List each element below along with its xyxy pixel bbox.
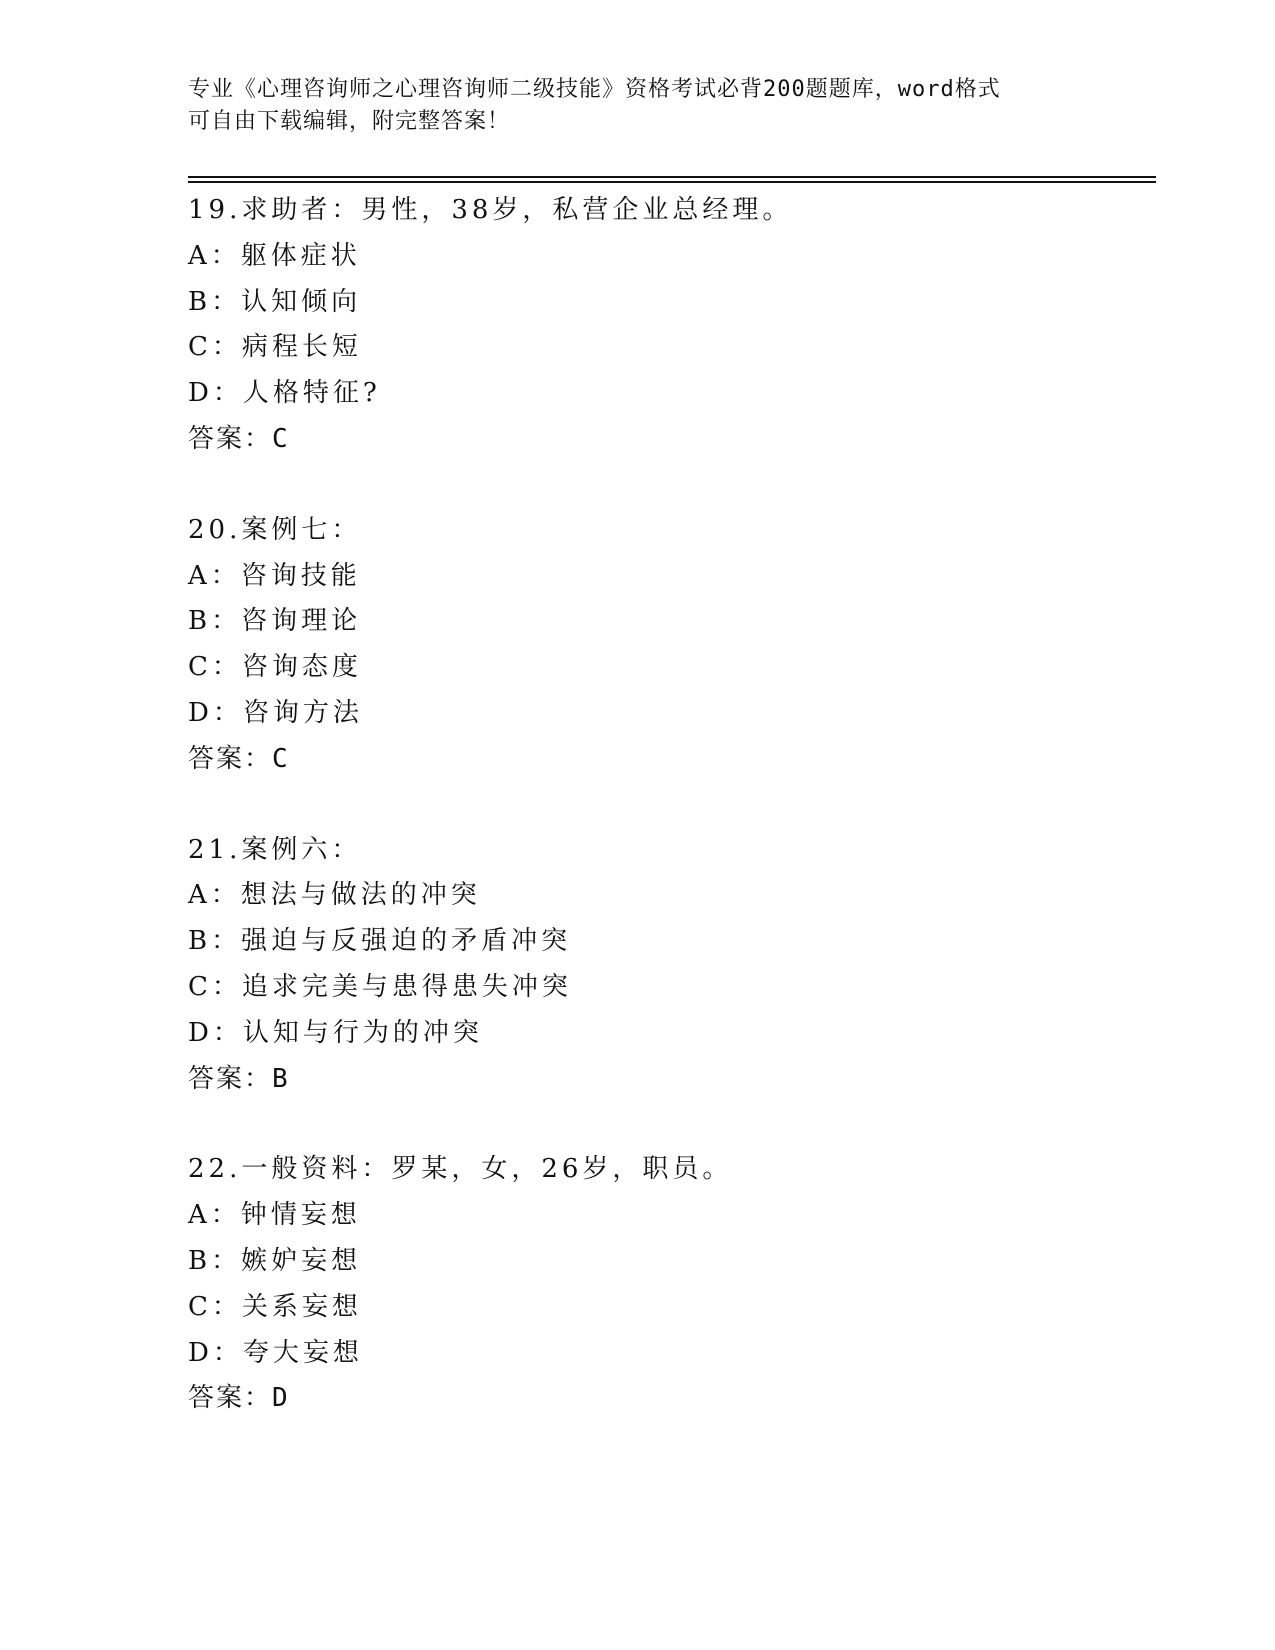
document-header [188,74,1068,138]
option-a: A：钟情妄想 [188,1200,361,1231]
question-20 [188,508,1156,783]
option-d: D：咨询方法 [188,697,363,728]
question-22 [188,1147,1156,1422]
question-stem: 20.案例七： [188,514,362,545]
question-19 [188,188,1156,463]
question-list [188,188,1156,1467]
option-d: D：夸大妄想 [188,1337,363,1368]
option-a: A：想法与做法的冲突 [188,880,481,911]
question-stem: 21.案例六： [188,834,362,865]
option-d: D：认知与行为的冲突 [188,1017,483,1048]
header-line-2: 可自由下载编辑，附完整答案！ [188,109,511,134]
option-b: B：嫉妒妄想 [188,1245,362,1276]
option-c: C：关系妄想 [188,1291,362,1322]
answer: 答案：C [188,743,290,774]
question-21 [188,828,1156,1103]
answer: 答案：D [188,1383,290,1414]
header-rule-top [188,176,1156,178]
header-rule-bottom [188,181,1156,183]
answer: 答案：B [188,1063,290,1094]
option-b: B：认知倾向 [188,286,362,317]
option-c: C：咨询态度 [188,652,362,683]
option-c: C：病程长短 [188,332,362,363]
header-line-1: 专业《心理咨询师之心理咨询师二级技能》资格考试必背200题题库，word格式 [188,77,1001,102]
question-stem: 22.一般资料：罗某，女，26岁，职员。 [188,1154,733,1185]
answer: 答案：C [188,423,290,454]
option-d: D：人格特征? [188,378,381,409]
option-c: C：追求完美与患得患失冲突 [188,971,572,1002]
question-stem: 19.求助者：男性，38岁，私营企业总经理。 [188,195,793,225]
option-b: B：强迫与反强迫的矛盾冲突 [188,926,572,957]
option-b: B：咨询理论 [188,606,362,637]
option-a: A：咨询技能 [188,560,361,591]
option-a: A：躯体症状 [188,240,361,271]
